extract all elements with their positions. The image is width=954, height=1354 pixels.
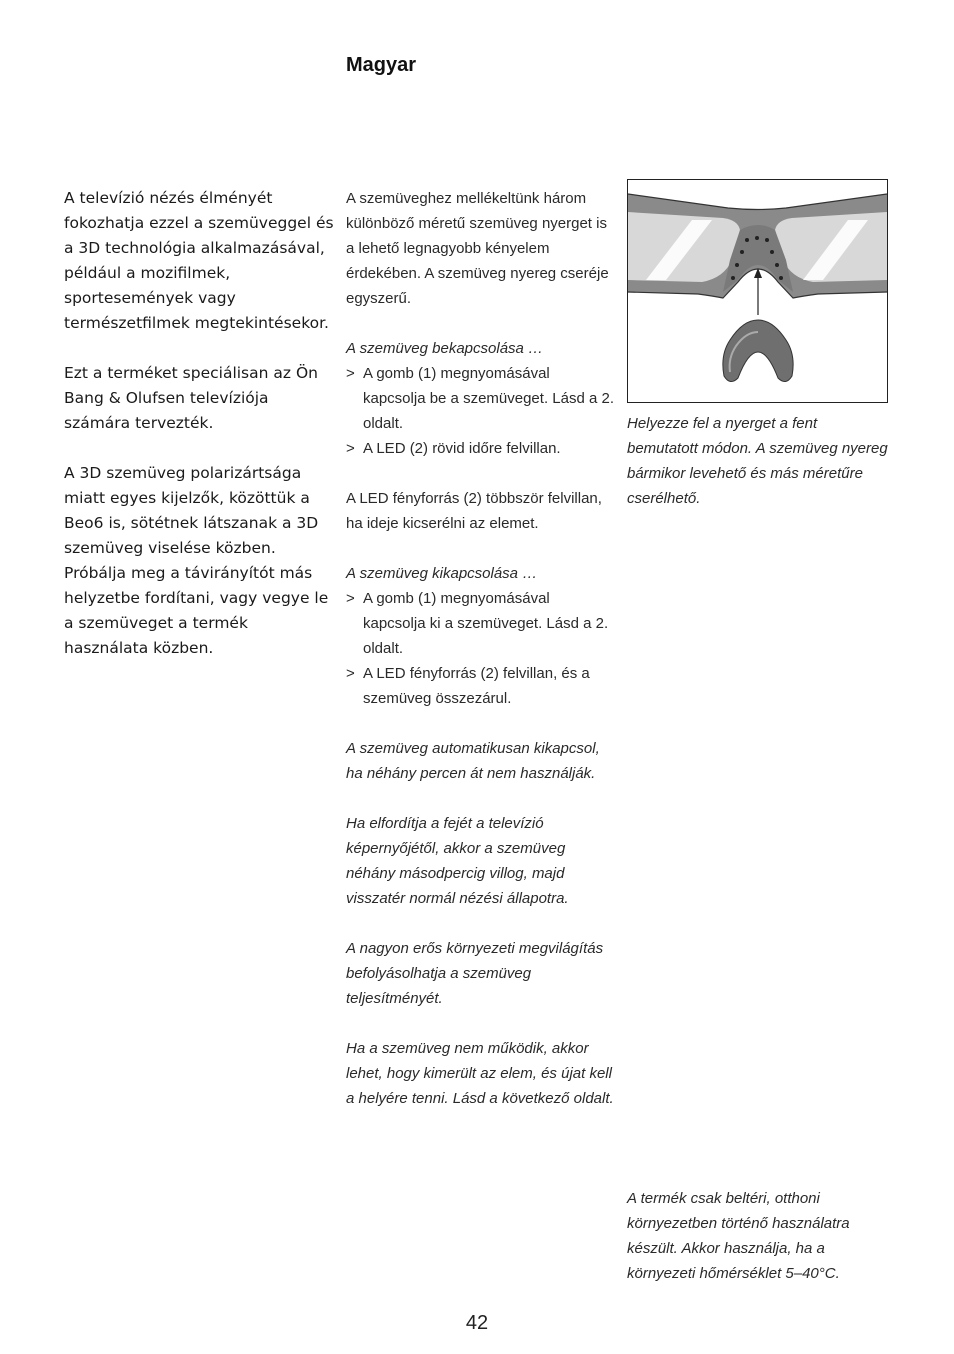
step-text: A LED (2) rövid időre felvillan.: [363, 440, 561, 457]
caption-text: Helyezze fel a nyerget a fent bemutatott módon. A szemüveg nyereg bármikor levehető és más méretűre cserélhető.: [627, 415, 888, 507]
intro-column: [64, 186, 334, 661]
switch-off-step: [346, 586, 616, 661]
step-marker: >: [346, 665, 355, 682]
step-marker: >: [346, 440, 355, 457]
page-heading: Magyar: [346, 54, 417, 76]
led-battery-paragraph: A LED fényforrás (2) többször felvillan, ha ideje kicserélni az elemet.: [346, 490, 602, 532]
switch-on-step: [346, 361, 616, 436]
step-text: A gomb (1) megnyomásával kapcsolja be a szemüveget. Lásd a 2. oldalt.: [363, 365, 614, 432]
battery-note: Ha a szemüveg nem működik, akkor lehet, hogy kimerült az elem, és újat kell a helyére tenni. Lásd a következő oldalt.: [346, 1040, 614, 1107]
switch-off-heading: A szemüveg kikapcsolása …: [346, 565, 538, 582]
step-text: A gomb (1) megnyomásával kapcsolja ki a szemüveget. Lásd a 2. oldalt.: [363, 590, 609, 657]
polarization-paragraph: A 3D szemüveg polarizártsága miatt egyes kijelzők, közöttük a Beo6 is, sötétnek látszanak a 3D szemüveg viselése közben. Próbálja meg a távirányítót más helyzetbe fordítani, vagy vegye le a szemüveget a termék használata közben.: [64, 464, 329, 657]
design-paragraph: Ezt a terméket speciálisan az Ön Bang & Olufsen televíziója számára tervezték.: [64, 364, 318, 432]
illustration-caption: [627, 411, 892, 511]
auto-off-note: A szemüveg automatikusan kikapcsol, ha néhány percen át nem használják.: [346, 740, 600, 782]
glasses-nose-piece-illustration: [627, 179, 888, 403]
head-turn-note: Ha elfordítja a fejét a televízió képernyőjétől, akkor a szemüveg néhány másodpercig villog, majd visszatér normál nézési állapotra.: [346, 815, 569, 907]
step-marker: >: [346, 590, 355, 607]
page-number: 42: [465, 1312, 489, 1334]
switch-on-step: [346, 436, 616, 461]
indoor-use-note: [627, 1186, 892, 1286]
switch-off-step: [346, 661, 616, 711]
indoor-use-text: A termék csak beltéri, otthoni környezetben történő használatra készült. Akkor használja, ha a környezeti hőmérséklet 5–40°C.: [627, 1190, 850, 1282]
ambient-light-note: A nagyon erős környezeti megvilágítás befolyásolhatja a szemüveg teljesítményét.: [346, 940, 604, 1007]
step-marker: >: [346, 365, 355, 382]
intro-paragraph: A televízió nézés élményét fokozhatja ezzel a szemüveggel és a 3D technológia alkalmazásával, például a mozifilmek, sportesemények vagy természetfilmek megtekintésekor.: [64, 189, 334, 332]
instructions-column: [346, 186, 616, 1111]
step-text: A LED fényforrás (2) felvillan, és a szemüveg összezárul.: [363, 665, 590, 707]
switch-on-heading: A szemüveg bekapcsolása …: [346, 340, 544, 357]
nose-piece-paragraph: A szemüveghez mellékeltünk három különböző méretű szemüveg nyerget is a lehető legnagyobb kényelem érdekében. A szemüveg nyereg cseréje egyszerű.: [346, 190, 609, 307]
